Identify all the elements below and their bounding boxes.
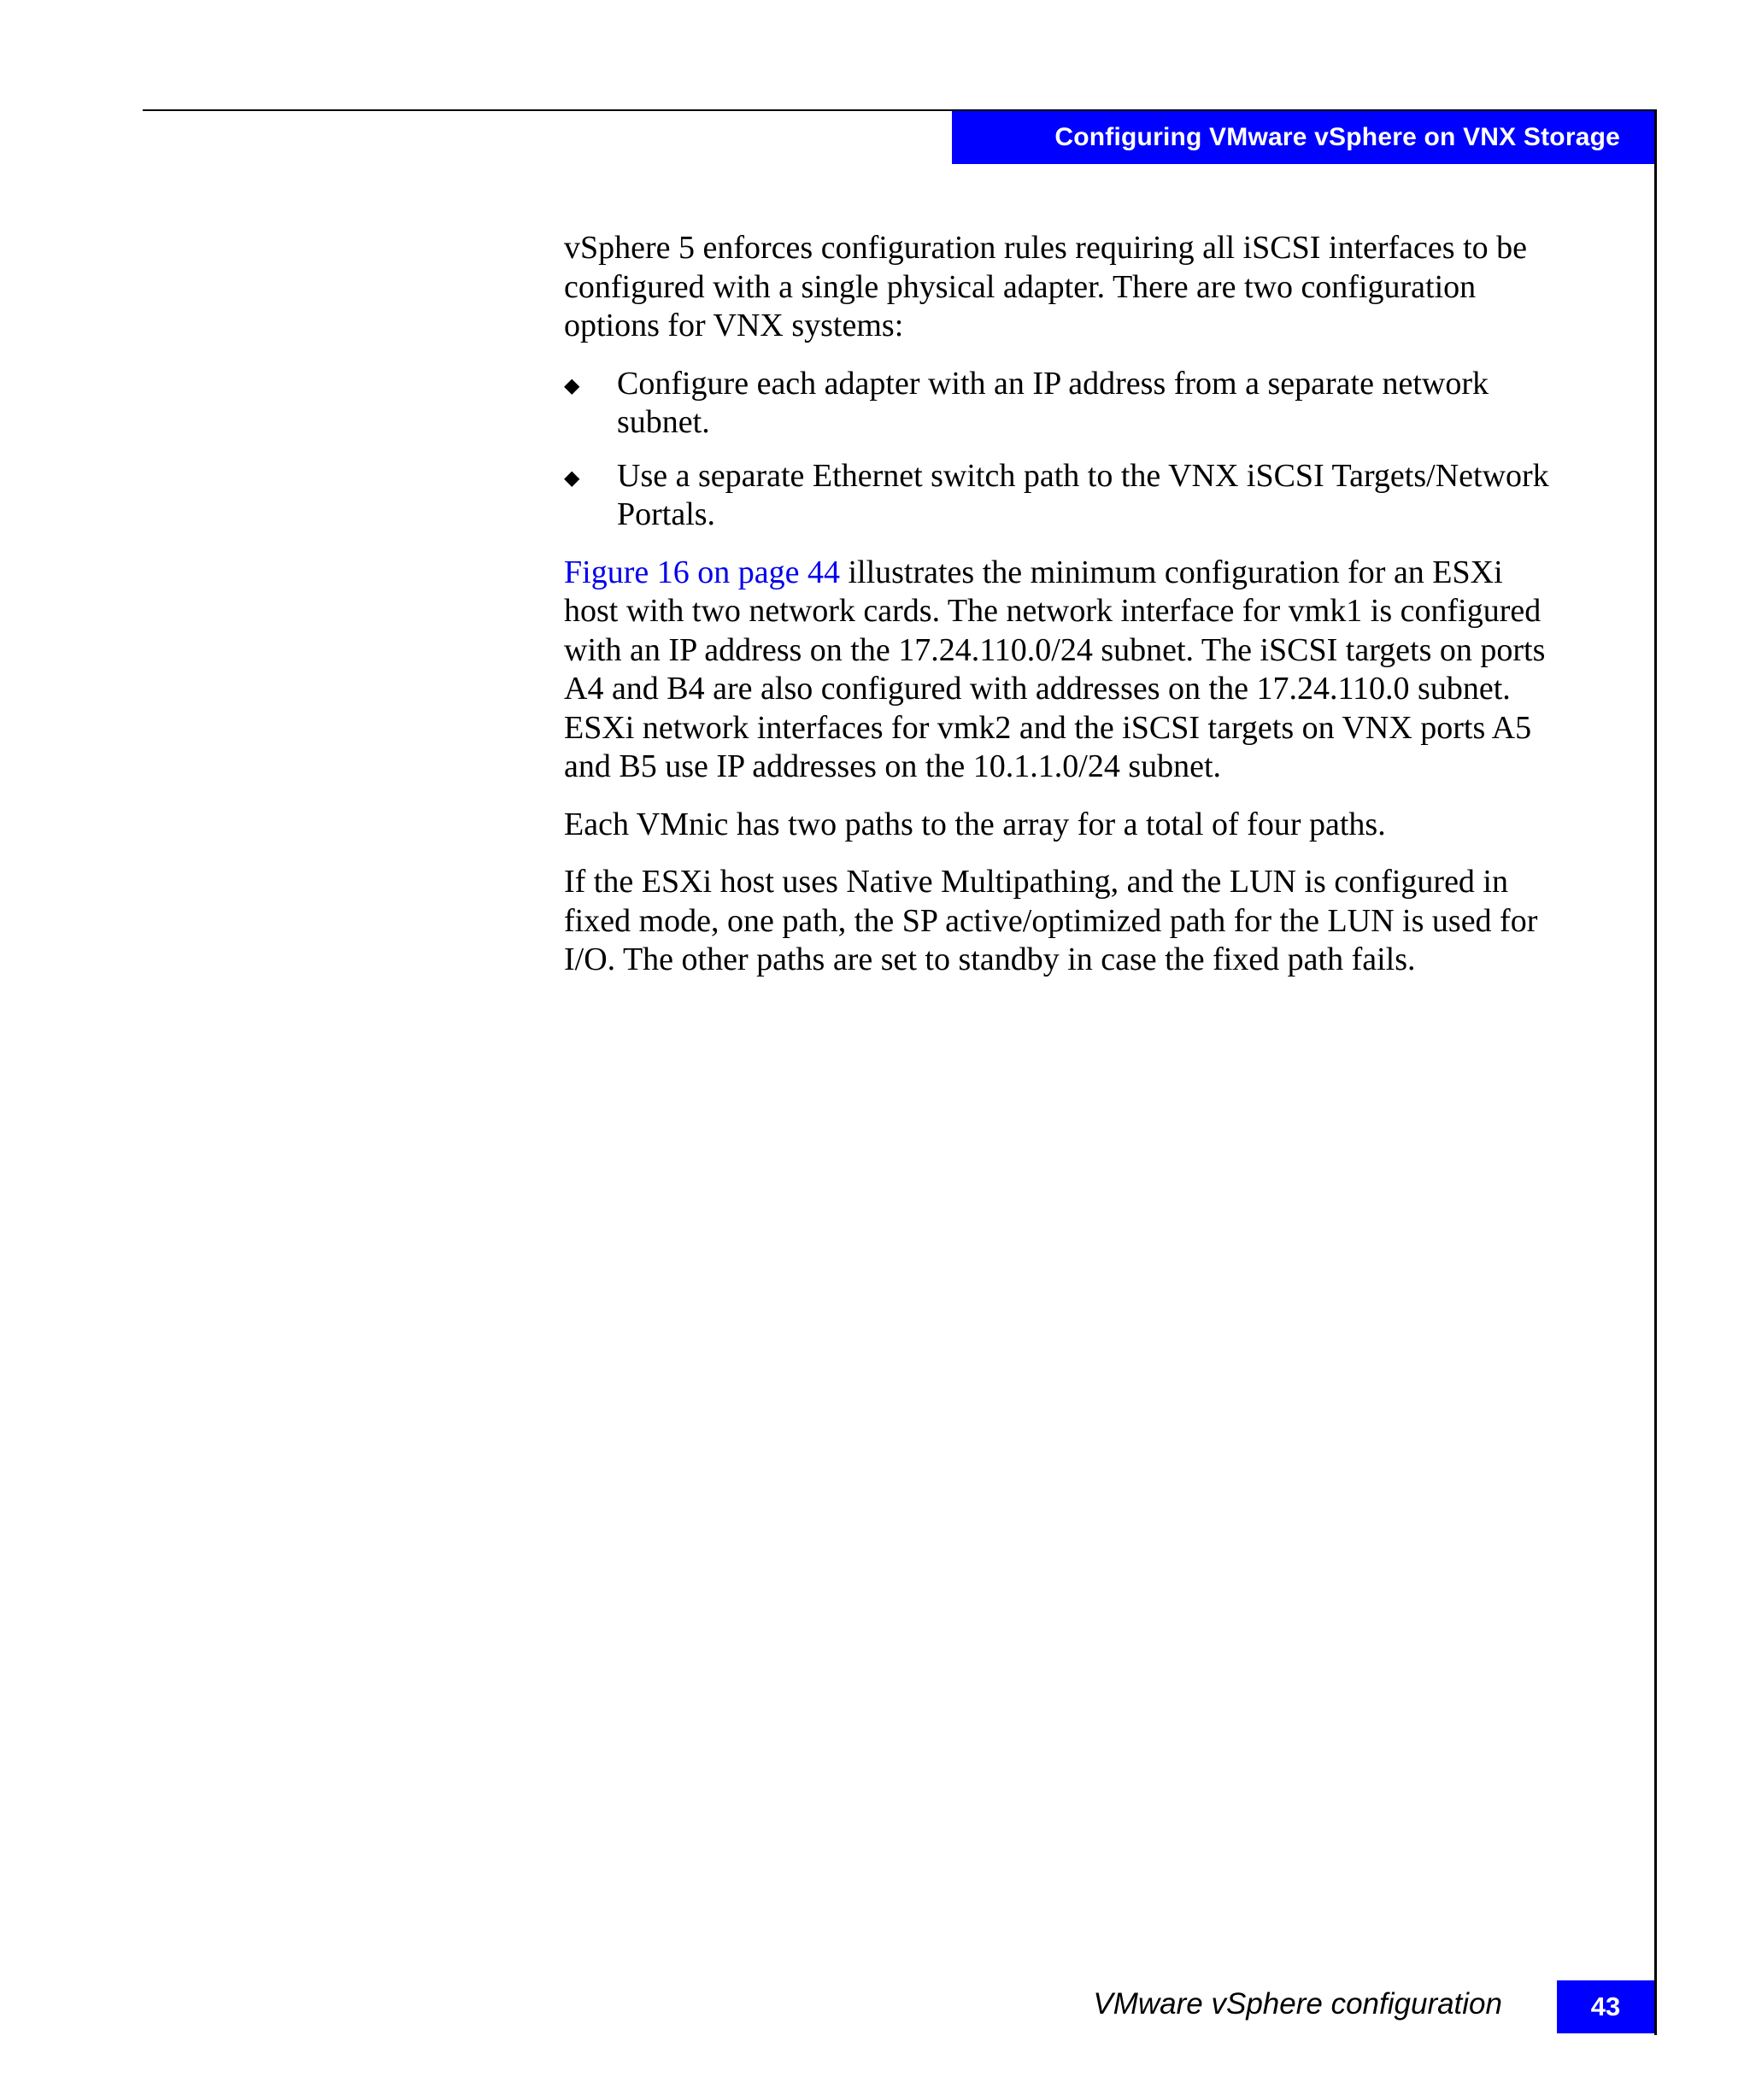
list-item-text: Configure each adapter with an IP address from a separate network subnet. bbox=[617, 365, 1489, 440]
config-options-list bbox=[564, 365, 1555, 535]
chapter-title: Configuring VMware vSphere on VNX Storage bbox=[1054, 123, 1620, 151]
list-item bbox=[564, 457, 1555, 535]
multipathing-paragraph: If the ESXi host uses Native Multipathing, and the LUN is configured in fixed mode, one path, the SP active/optimized path for the LUN is used for I/O. The other paths are set to standby in case the fixed path fails. bbox=[564, 864, 1538, 977]
page-edge-rule bbox=[1654, 109, 1657, 2035]
diamond-bullet-icon: ◆ bbox=[564, 465, 580, 490]
page-number: 43 bbox=[1590, 1991, 1621, 2021]
paths-paragraph: Each VMnic has two paths to the array for a total of four paths. bbox=[564, 806, 1386, 842]
chapter-header-bar bbox=[952, 111, 1654, 164]
list-item-text: Use a separate Ethernet switch path to the VNX iSCSI Targets/Network Portals. bbox=[617, 457, 1549, 532]
page-number-badge bbox=[1557, 1980, 1654, 2033]
footer-section-title: VMware vSphere configuration bbox=[1093, 1987, 1502, 2021]
figure-reference-text: illustrates the minimum configuration for an ESXi host with two network cards. The network interface for vmk1 is configured with an IP address on the 17.24.110.0/24 subnet. The iSCSI targets on ports A4 and B4 are also configured with addresses on the 17.24.110.0 subnet. ESXi network interfaces for vmk2 and the iSCSI targets on VNX ports A5 and B5 use IP addresses on the 10.1.1.0/24 subnet. bbox=[564, 554, 1546, 784]
list-item bbox=[564, 365, 1555, 443]
figure-16-link[interactable]: Figure 16 on page 44 bbox=[564, 554, 840, 590]
figure-reference-paragraph bbox=[564, 554, 1555, 787]
page-body bbox=[564, 229, 1555, 999]
diamond-bullet-icon: ◆ bbox=[564, 372, 580, 397]
intro-paragraph: vSphere 5 enforces configuration rules requiring all iSCSI interfaces to be configured with a single physical adapter. There are two configuration options for VNX systems: bbox=[564, 230, 1527, 343]
